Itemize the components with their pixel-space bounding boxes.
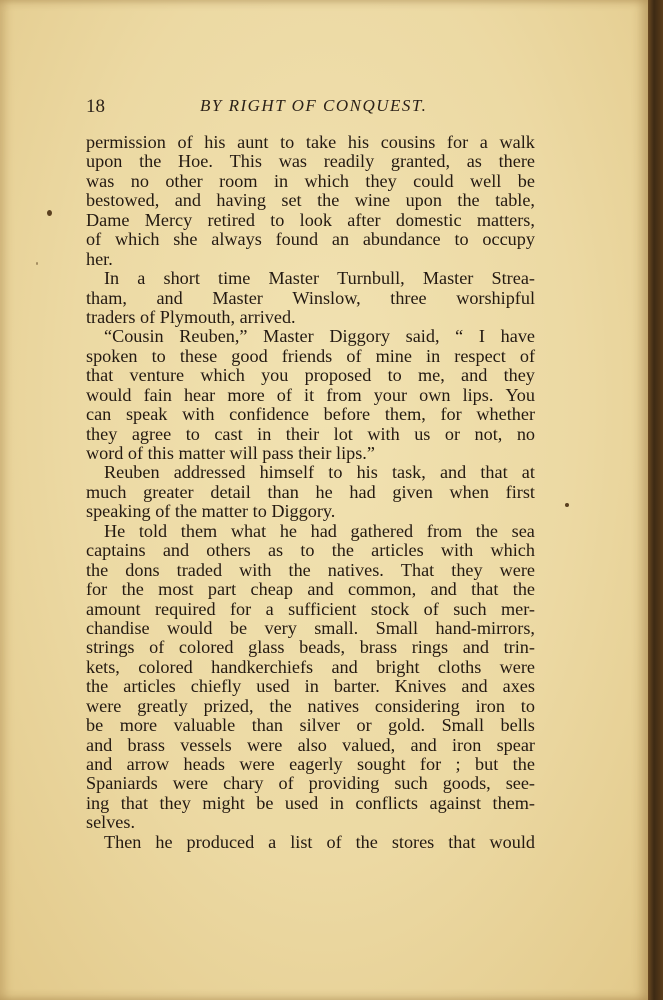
text-line: the dons traded with the natives. That they were (86, 559, 535, 580)
text-line: kets, colored handkerchiefs and bright cloths were (86, 656, 535, 677)
text-line: her. (86, 248, 113, 269)
running-head: BY RIGHT OF CONQUEST. (200, 96, 428, 115)
text-line: upon the Hoe. This was readily granted, as there (86, 151, 535, 172)
text-line: of which she always found an abundance to occupy (86, 229, 535, 250)
text-line: bestowed, and having set the wine upon the table, (86, 190, 535, 211)
paper-speck (36, 262, 38, 265)
text-line: were greatly prized, the natives considering iron to (86, 695, 535, 716)
text-line: spoken to these good friends of mine in respect of (86, 345, 535, 366)
paper-speck (47, 210, 52, 216)
text-line: captains and others as to the articles with which (86, 540, 535, 561)
text-line: they agree to cast in their lot with us or not, no (86, 423, 535, 444)
text-line: that venture which you proposed to me, and they (86, 365, 535, 386)
text-line: was no other room in which they could well be (86, 170, 535, 191)
text-line: would fain hear more of it from your own lips. You (86, 384, 535, 405)
text-line: traders of Plymouth, arrived. (86, 306, 296, 327)
text-line: In a short time Master Turnbull, Master Strea- (104, 268, 535, 289)
text-line: strings of colored glass beads, brass rings and trin- (86, 637, 535, 658)
text-line: be more valuable than silver or gold. Small bells (86, 715, 535, 736)
text-line: He told them what he had gathered from the sea (104, 520, 535, 541)
text-line: and brass vessels were also valued, and iron spear (86, 734, 535, 755)
text-line: much greater detail than he had given when first (86, 481, 535, 502)
text-line: speaking of the matter to Diggory. (86, 501, 336, 522)
text-line: Reuben addressed himself to his task, and that at (104, 462, 535, 483)
text-line: chandise would be very small. Small hand-mirrors, (86, 617, 535, 638)
text-line: Spaniards were chary of providing such goods, see- (86, 773, 535, 794)
text-line: permission of his aunt to take his cousins for a walk (86, 132, 535, 152)
text-line: selves. (86, 812, 135, 833)
text-line: and arrow heads were eagerly sought for ; but the (86, 754, 535, 774)
page-number: 18 (86, 96, 105, 117)
text-line: Dame Mercy retired to look after domestic matters, (86, 209, 535, 230)
text-line: Then he produced a list of the stores that would (104, 831, 535, 852)
page-header (86, 96, 536, 118)
text-line: for the most part cheap and common, and that the (86, 579, 535, 600)
body-text (86, 133, 535, 852)
text-line: tham, and Master Winslow, three worshipful (86, 287, 535, 308)
book-edge (648, 0, 663, 1000)
paper-speck (565, 503, 569, 507)
text-line: word of this matter will pass their lips.” (86, 443, 375, 463)
text-line: can speak with confidence before them, for whether (86, 404, 535, 425)
text-line: amount required for a sufficient stock of such mer- (86, 598, 535, 619)
text-line: the articles chiefly used in barter. Knives and axes (86, 676, 535, 697)
text-line: “Cousin Reuben,” Master Diggory said, “ I have (104, 326, 535, 347)
text-line: ing that they might be used in conflicts against them- (86, 792, 535, 813)
